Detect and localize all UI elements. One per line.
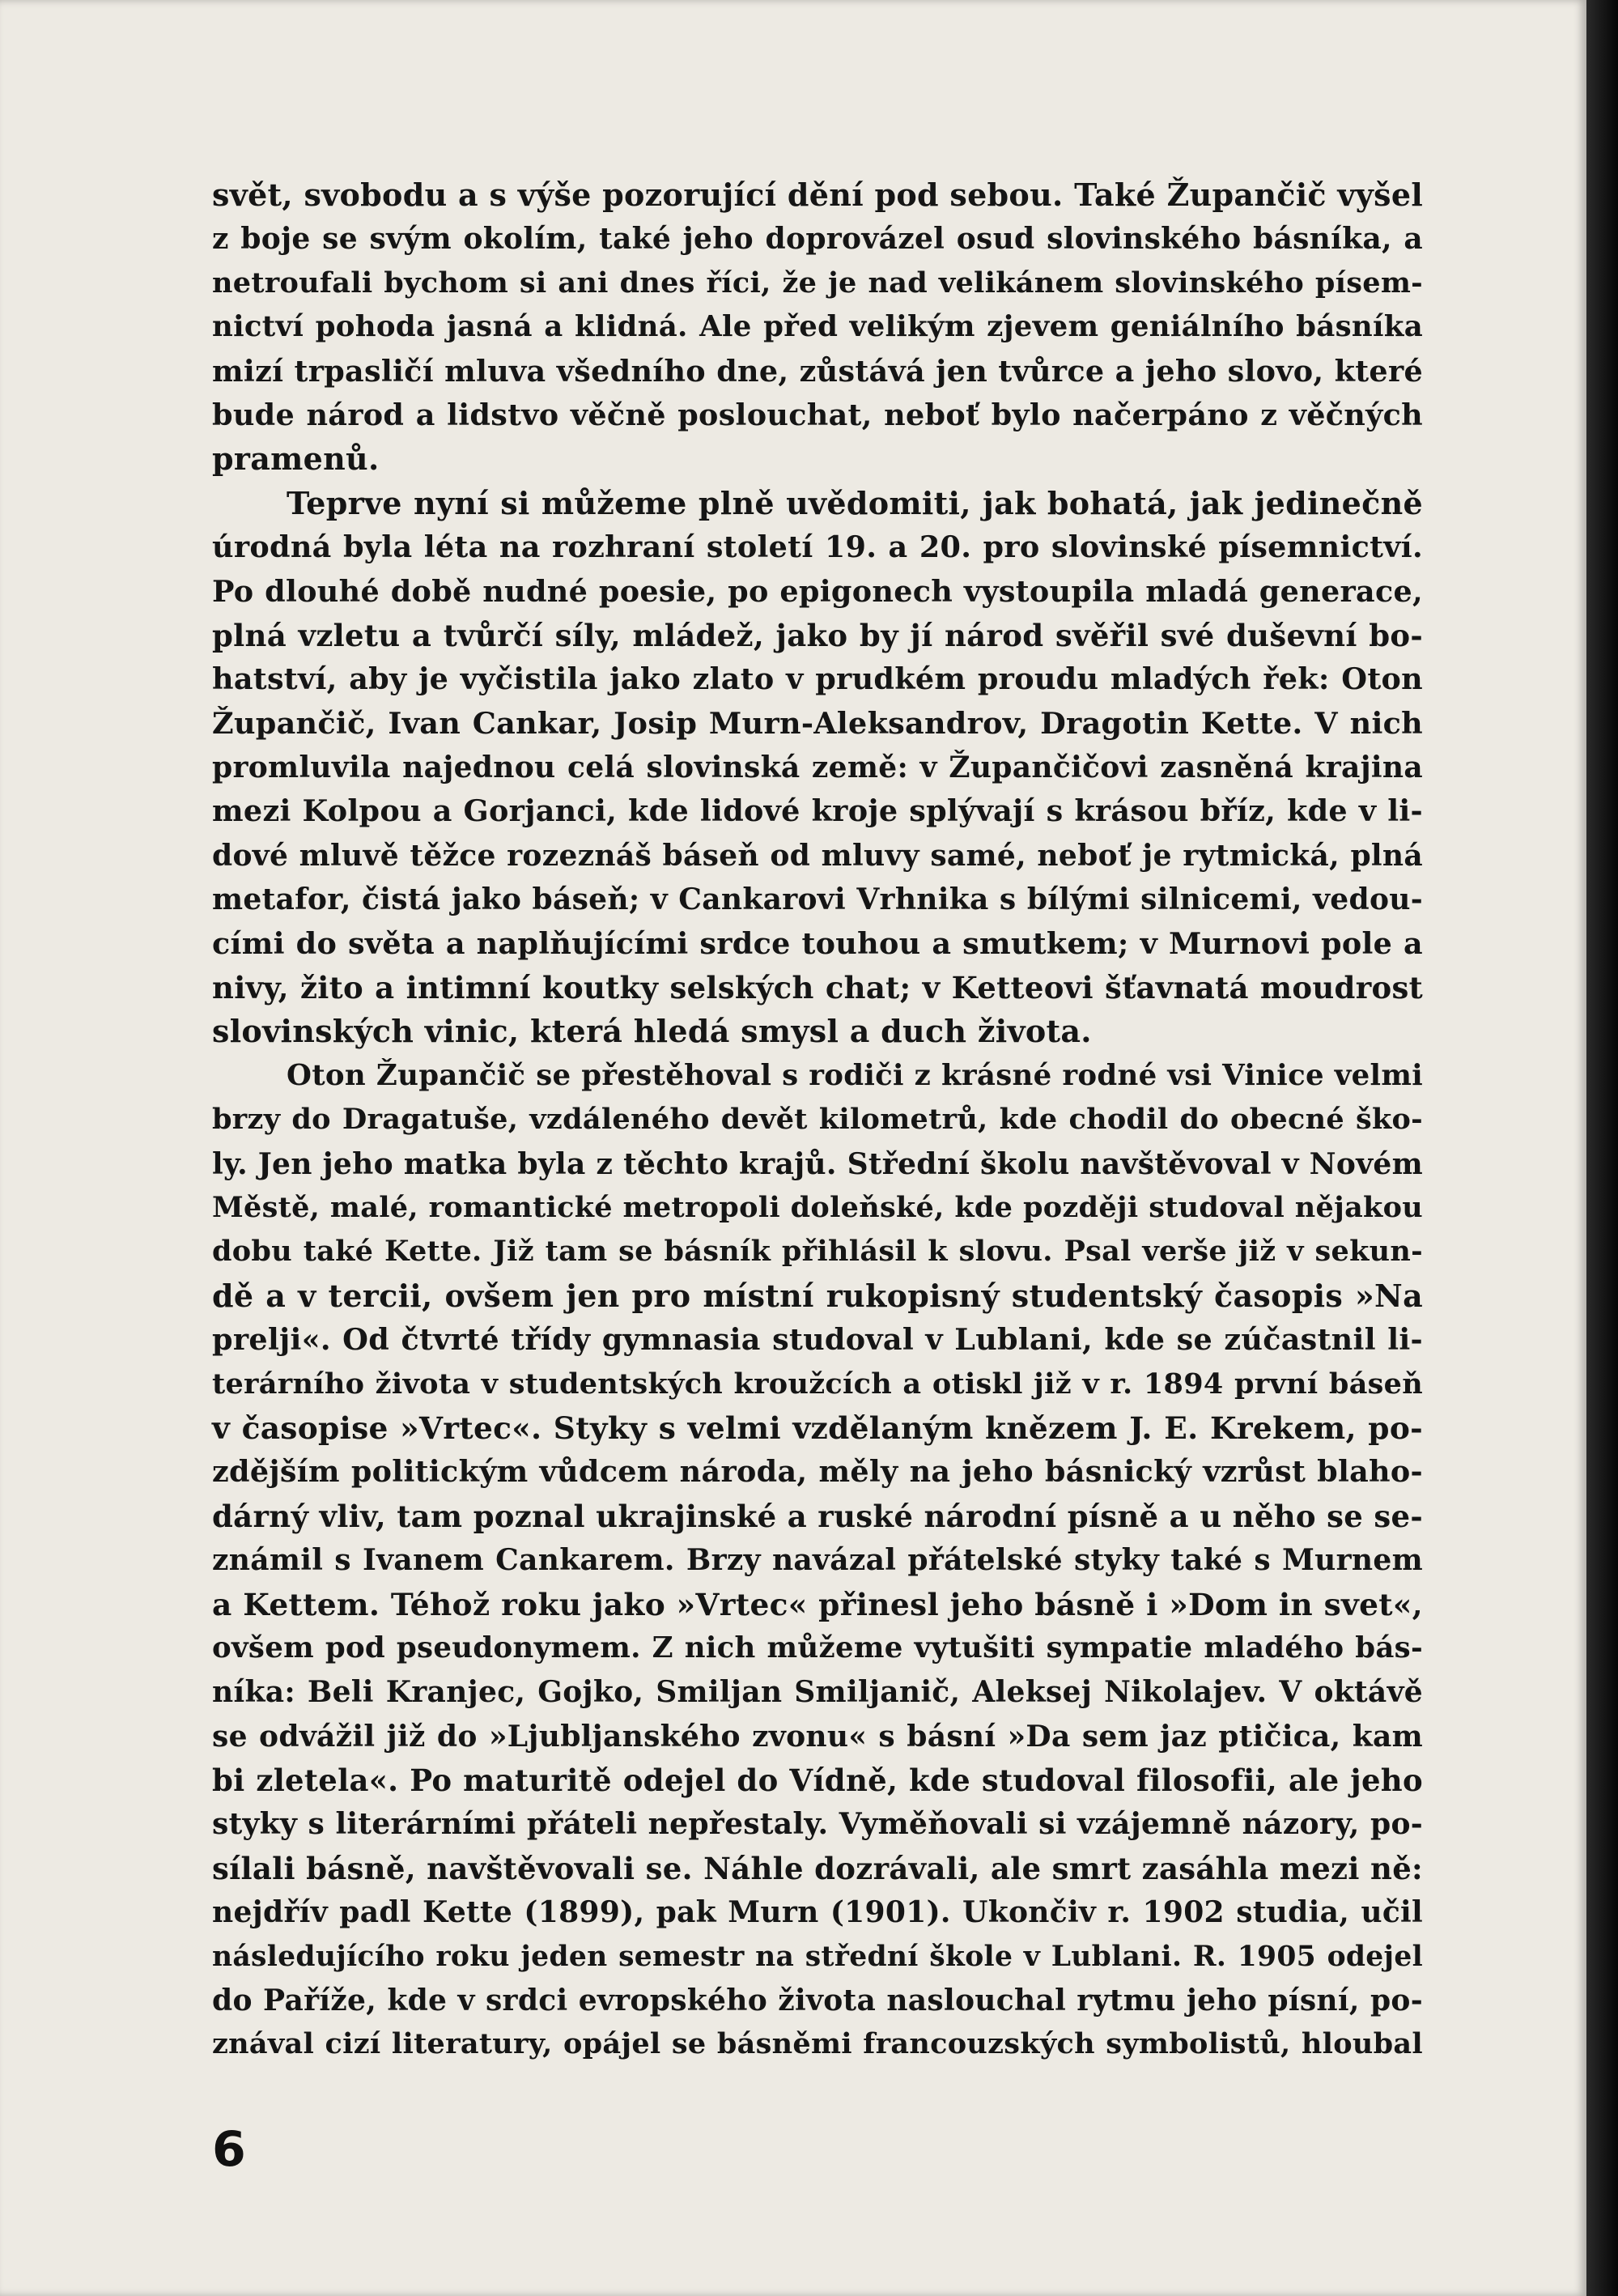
- text-line: zdějším politickým vůdcem národa, měly na jeho básnický vzrůst blaho-: [212, 1454, 1423, 1490]
- text-line: Po dlouhé době nudné poesie, po epigonech vystoupila mladá generace,: [212, 573, 1423, 609]
- text-line: nejdřív padl Kette (1899), pak Murn (1901). Ukončiv r. 1902 studia, učil: [212, 1895, 1423, 1930]
- text-line: níka: Beli Kranjec, Gojko, Smiljan Smiljanič, Aleksej Nikolajev. V oktávě: [212, 1675, 1423, 1710]
- text-line: slovinských vinic, která hledá smysl a duch života.: [212, 1013, 1092, 1050]
- text-line: dě a v tercii, ovšem jen pro místní rukopisný studentský časopis »Na: [212, 1277, 1423, 1314]
- text-line: pramenů.: [212, 440, 380, 478]
- paragraph-1: [212, 173, 1423, 482]
- body-text: [212, 173, 1423, 2067]
- text-line: mizí trpasličí mluva všedního dne, zůstává jen tvůrce a jeho slovo, které: [212, 353, 1423, 389]
- text-line: se odvážil již do »Ljubljanského zvonu« s básní »Da sem jaz ptičica, kam: [212, 1719, 1423, 1754]
- text-line: nivy, žito a intimní koutky selských chat; v Ketteovi šťavnatá moudrost: [212, 970, 1423, 1006]
- text-line: dárný vliv, tam poznal ukrajinské a ruské národní písně a u něho se se-: [212, 1498, 1423, 1534]
- text-line: dové mluvě těžce rozeznáš báseň od mluvy samé, neboť je rytmická, plná: [212, 838, 1423, 873]
- text-line: plná vzletu a tvůrčí síly, mládež, jako by jí národ svěřil své duševní bo-: [212, 617, 1423, 653]
- text-line: dobu také Kette. Již tam se básník přihlásil k slovu. Psal verše již v sekun-: [212, 1235, 1423, 1269]
- paragraph-2: [212, 482, 1423, 1054]
- text-line: následujícího roku jeden semestr na střední škole v Lublani. R. 1905 odejel: [212, 1940, 1423, 1973]
- text-line: v časopise »Vrtec«. Styky s velmi vzdělaným knězem J. E. Krekem, po-: [212, 1409, 1423, 1446]
- text-line: bude národ a lidstvo věčně poslouchat, neboť bylo načerpáno z věčných: [212, 397, 1423, 432]
- text-line: ly. Jen jeho matka byla z těchto krajů. Střední školu navštěvoval v Novém: [212, 1146, 1424, 1181]
- text-line: hatství, aby je vyčistila jako zlato v prudkém proudu mladých řek: Oton: [212, 661, 1423, 697]
- text-line: úrodná byla léta na rozhraní století 19. a 20. pro slovinské písemnictví.: [212, 529, 1423, 565]
- text-line: brzy do Dragatuše, vzdáleného devět kilometrů, kde chodil do obecné ško-: [212, 1103, 1423, 1137]
- text-line: mezi Kolpou a Gorjanci, kde lidové kroje splývají s krásou bříz, kde v li-: [212, 793, 1423, 829]
- text-line: sílali básně, navštěvovali se. Náhle dozrávali, ale smrt zasáhla mezi ně:: [212, 1850, 1423, 1886]
- text-line: metafor, čistá jako báseň; v Cankarovi Vrhnika s bílými silnicemi, vedou-: [212, 882, 1423, 917]
- text-line: a Kettem. Téhož roku jako »Vrtec« přinesl jeho básně i »Dom in svet«,: [212, 1586, 1423, 1622]
- text-line: terárního života v studentských kroužcích a otiskl již v r. 1894 první báseň: [212, 1367, 1423, 1401]
- text-line: z boje se svým okolím, také jeho doprovázel osud slovinského básníka, a: [212, 222, 1423, 257]
- scan-edge-shadow: [1586, 0, 1618, 2296]
- page-number: 6: [212, 2121, 246, 2178]
- text-line: ovšem pod pseudonymem. Z nich můžeme vytušiti sympatie mladého bás-: [212, 1631, 1423, 1665]
- text-line: netroufali bychom si ani dnes říci, že je nad velikánem slovinského písem-: [212, 266, 1423, 300]
- text-line: Oton Župančič se přestěhoval s rodiči z krásné rodné vsi Vinice velmi: [287, 1058, 1423, 1092]
- text-line: Teprve nyní si můžeme plně uvědomiti, jak bohatá, jak jedinečně: [287, 484, 1423, 521]
- text-line: Městě, malé, romantické metropoli doleňské, kde později studoval nějakou: [212, 1190, 1423, 1224]
- text-line: nictví pohoda jasná a klidná. Ale před velikým zjevem geniálního básníka: [212, 310, 1423, 344]
- text-line: znával cizí literatury, opájel se básněmi francouzských symbolistů, hloubal: [212, 2027, 1423, 2061]
- text-line: známil s Ivanem Cankarem. Brzy navázal přátelské styky také s Murnem: [212, 1543, 1423, 1578]
- text-line: svět, svobodu a s výše pozorující dění pod sebou. Také Župančič vyšel: [212, 176, 1424, 213]
- text-line: Župančič, Ivan Cankar, Josip Murn-Aleksandrov, Dragotin Kette. V nich: [212, 705, 1423, 741]
- text-line: styky s literárními přáteli nepřestaly. Vyměňovali si vzájemně názory, po-: [212, 1807, 1423, 1842]
- text-line: prelji«. Od čtvrté třídy gymnasia studoval v Lublani, kde se zúčastnil li-: [212, 1322, 1423, 1358]
- text-line: bi zletela«. Po maturitě odejel do Vídně, kde studoval filosofii, ale jeho: [212, 1762, 1423, 1799]
- paragraph-3: [212, 1054, 1423, 2067]
- text-line: promluvila najednou celá slovinská země: v Župančičovi zasněná krajina: [212, 750, 1423, 785]
- text-line: do Paříže, kde v srdci evropského života naslouchal rytmu jeho písní, po-: [212, 1983, 1423, 2018]
- text-line: cími do světa a naplňujícími srdce touhou a smutkem; v Murnovi pole a: [212, 925, 1423, 961]
